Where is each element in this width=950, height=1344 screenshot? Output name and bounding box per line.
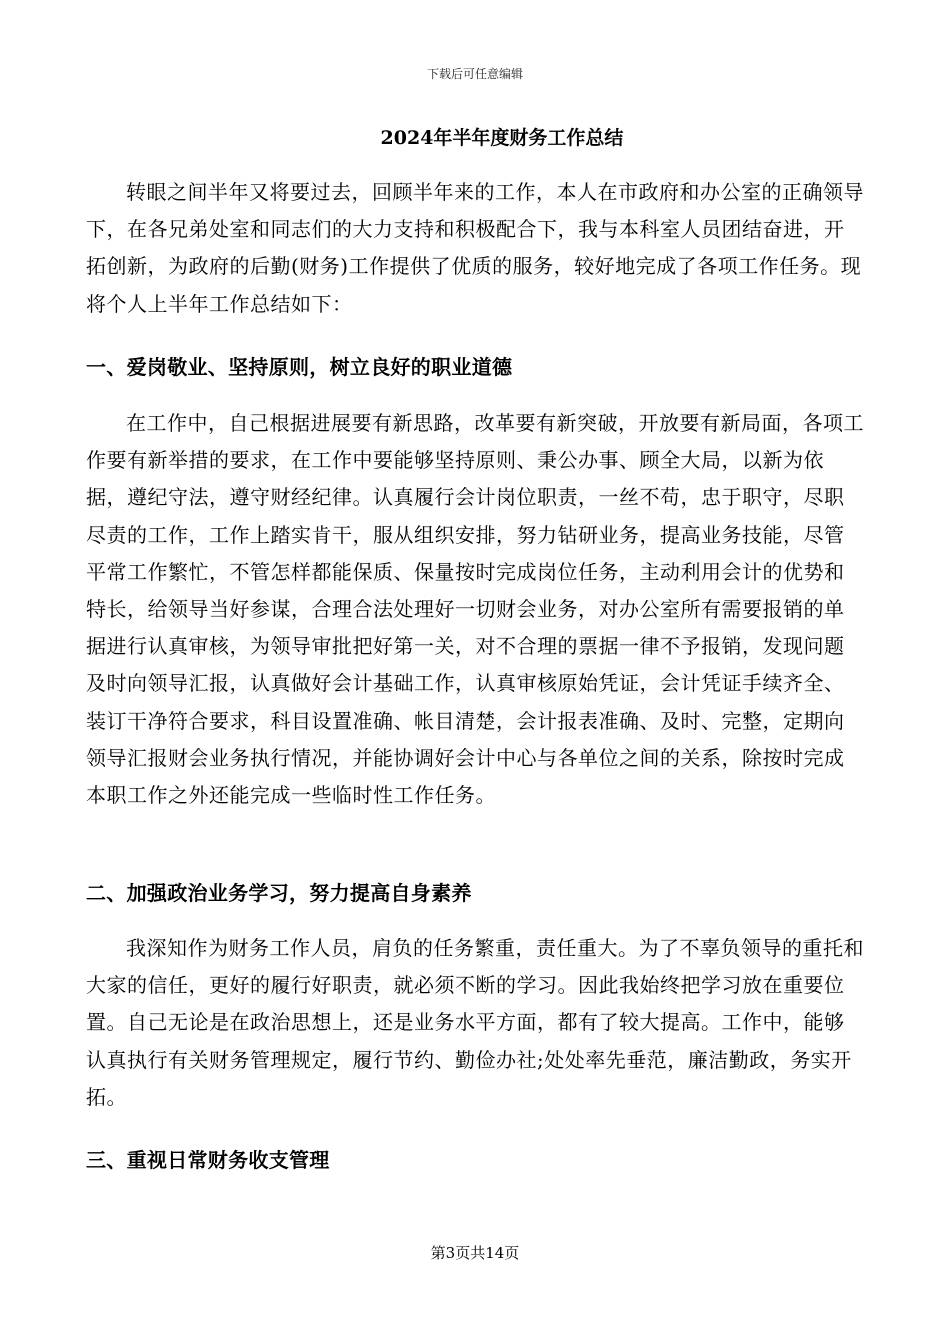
section-3-heading: 三、重视日常财务收支管理 — [86, 1148, 330, 1172]
intro-paragraph: 转眼之间半年又将要过去，回顾半年来的工作，本人在市政府和办公室的正确领导下，在各兄弟处室和同志们的大力支持和积极配合下，我与本科室人员团结奋进，开拓创新，为政府的后勤(财务)工作提供了优质的服务，较好地完成了各项工作任务。现将个人上半年工作总结如下： — [86, 180, 864, 316]
header-note: 下载后可任意编辑 — [426, 67, 523, 81]
section-2-heading: 二、加强政治业务学习，努力提高自身素养 — [86, 881, 472, 905]
document-title: 2024年半年度财务工作总结 — [380, 127, 624, 149]
section-1-heading: 一、爱岗敬业、坚持原则，树立良好的职业道德 — [86, 355, 513, 379]
page-number: 第3页共14页 — [430, 1244, 520, 1262]
section-2-body: 我深知作为财务工作人员，肩负的任务繁重，责任重大。为了不辜负领导的重托和大家的信任，更好的履行好职责，就必须不断的学习。因此我始终把学习放在重要位置。自己无论是在政治思想上，还是业务水平方面，都有了较大提高。工作中，能够认真执行有关财务管理规定，履行节约、勤俭办社;处处率先垂范，廉洁勤政，务实开拓。 — [86, 936, 864, 1109]
section-1-body: 在工作中，自己根据进展要有新思路，改革要有新突破，开放要有新局面，各项工作要有新举措的要求，在工作中要能够坚持原则、秉公办事、顾全大局，以新为依据，遵纪守法，遵守财经纪律。认真履行会计岗位职责，一丝不苟，忠于职守，尽职尽责的工作，工作上踏实肯干，服从组织安排，努力钻研业务，提高业务技能，尽管平常工作繁忙，不管怎样都能保质、保量按时完成岗位任务，主动利用会计的优势和特长，给领导当好参谋，合理合法处理好一切财会业务，对办公室所有需要报销的单据进行认真审核，为领导审批把好第一关，对不合理的票据一律不予报销，发现问题及时向领导汇报，认真做好会计基础工作，认真审核原始凭证，会计凭证手续齐全、装订干净符合要求，科目设置准确、帐目清楚，会计报表准确、及时、完整，定期向领导汇报财会业务执行情况，并能协调好会计中心与各单位之间的关系，除按时完成本职工作之外还能完成一些临时性工作任务。 — [86, 411, 864, 808]
